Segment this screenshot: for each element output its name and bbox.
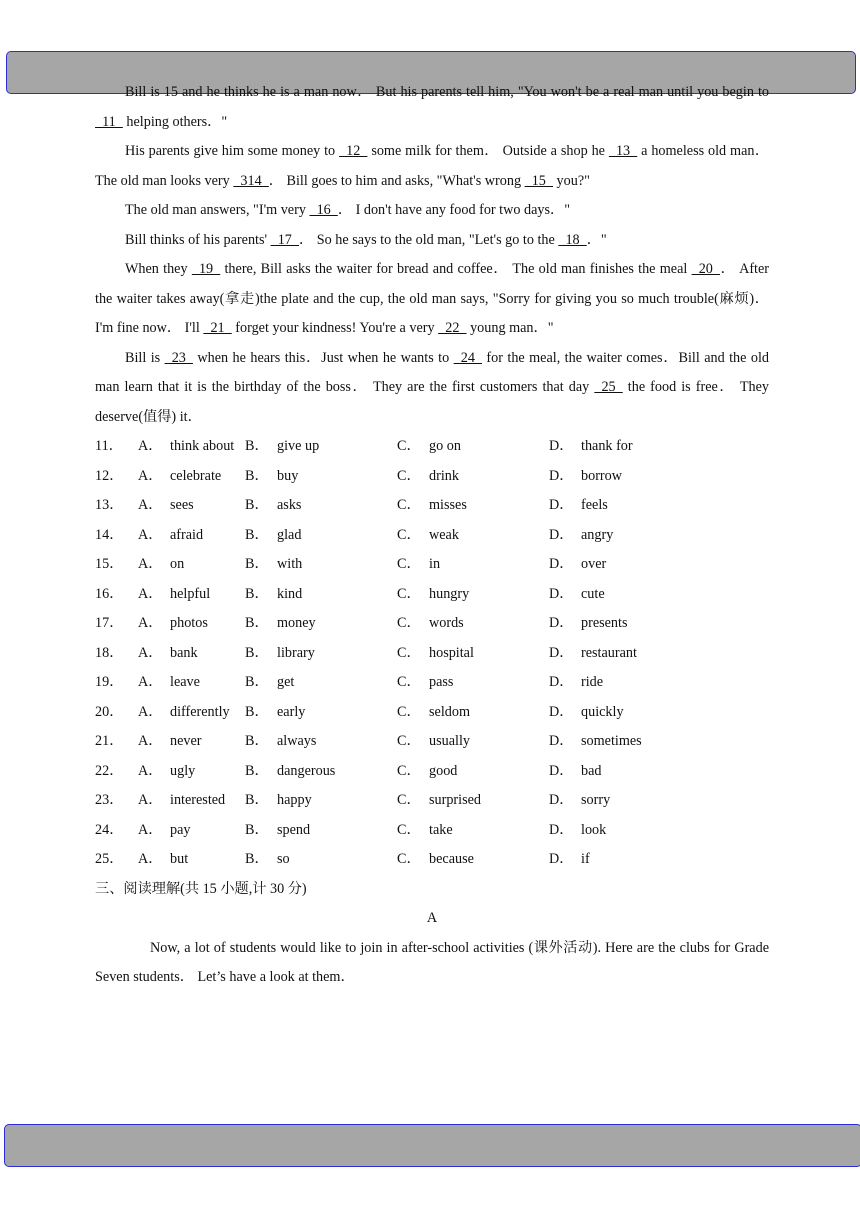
option-text: feels [581, 497, 608, 513]
option-text: helpful [170, 585, 211, 602]
option-letter: A． [138, 851, 163, 867]
option-letter: B． [245, 792, 269, 808]
question-number: 13． [95, 497, 124, 513]
option-a[interactable] [138, 757, 245, 787]
option-d[interactable] [549, 727, 689, 757]
option-c[interactable] [397, 698, 549, 728]
option-c[interactable] [397, 639, 549, 669]
option-d[interactable] [549, 845, 689, 875]
answer-blank[interactable]: 16 [309, 202, 338, 218]
option-text: always [277, 733, 317, 749]
option-text: so [277, 851, 290, 867]
option-letter: A． [138, 526, 163, 543]
option-letter: D． [549, 762, 574, 779]
option-text: photos [170, 615, 208, 631]
passage-text: ． So he says to the old man, "Let's go to the [298, 231, 559, 248]
option-b[interactable] [245, 698, 397, 728]
option-letter: C． [397, 762, 421, 779]
question-options-row [95, 786, 769, 816]
passage-intro: Now, a lot of students would like to join in after-school activities (课外活动). Here are the clubs for Grade Seven students． Let’s have a look at them． [95, 939, 769, 985]
question-number: 11． [95, 438, 123, 454]
options-list [95, 432, 769, 875]
option-text: if [581, 851, 590, 867]
option-letter: D． [549, 497, 574, 513]
option-a[interactable] [138, 698, 245, 728]
question-number: 18． [95, 644, 124, 661]
option-b[interactable] [245, 609, 397, 639]
option-letter: D． [549, 615, 574, 631]
option-b[interactable] [245, 845, 397, 875]
option-a[interactable] [138, 491, 245, 521]
option-letter: A． [138, 556, 163, 572]
option-letter: B． [245, 526, 269, 543]
option-c[interactable] [397, 521, 549, 551]
option-letter: D． [549, 674, 574, 690]
question-options-row [95, 491, 769, 521]
option-letter: D． [549, 467, 574, 484]
passage-text: forget your kindness! You're a very [231, 320, 439, 336]
answer-blank[interactable]: 18 [558, 231, 587, 248]
question-number: 15． [95, 556, 124, 572]
option-letter: C． [397, 497, 421, 513]
option-text: good [429, 762, 458, 779]
passage-text: ． Bill goes to him and asks, "What's wrong [268, 172, 525, 189]
option-text: give up [277, 438, 320, 454]
option-c[interactable] [397, 816, 549, 846]
option-text: ride [581, 674, 604, 690]
answer-blank[interactable]: 17 [270, 231, 299, 248]
option-text: look [581, 821, 607, 838]
answer-blank[interactable]: 19 [191, 261, 221, 277]
option-text: buy [277, 467, 299, 484]
option-text: thank for [581, 438, 633, 454]
option-letter: C． [397, 792, 421, 808]
passage-text: the food is free． They deserve(值得) it． [95, 379, 769, 425]
option-letter: D． [549, 644, 574, 661]
option-b[interactable] [245, 816, 397, 846]
option-text: drink [429, 467, 459, 484]
option-text: hospital [429, 644, 474, 661]
option-a[interactable] [138, 609, 245, 639]
answer-blank[interactable]: 314 [233, 172, 269, 189]
option-letter: C． [397, 733, 421, 749]
question-options-row [95, 550, 769, 580]
option-a[interactable] [138, 639, 245, 669]
option-text: words [429, 615, 464, 631]
question-number: 14． [95, 526, 124, 543]
answer-blank[interactable]: 11 [95, 113, 123, 130]
answer-blank[interactable]: 12 [339, 143, 368, 159]
option-text: sometimes [581, 733, 642, 749]
option-letter: D． [549, 556, 574, 572]
passage-text: Bill thinks of his parents' [125, 231, 271, 248]
question-options-row [95, 462, 769, 492]
document-body [95, 78, 769, 993]
option-text: with [277, 556, 303, 572]
option-letter: A． [138, 762, 163, 779]
option-letter: C． [397, 821, 421, 838]
question-number: 17． [95, 615, 124, 631]
passage-text: young man．" [466, 320, 554, 336]
option-text: never [170, 733, 202, 749]
option-letter: B． [245, 703, 269, 720]
option-text: money [277, 615, 316, 631]
option-d[interactable] [549, 639, 689, 669]
question-number: 20． [95, 703, 124, 720]
passage-text: when he hears this．Just when he wants to [192, 349, 454, 366]
option-letter: A． [138, 674, 163, 690]
option-letter: D． [549, 526, 574, 543]
passage-text: you?" [552, 172, 590, 189]
option-letter: C． [397, 674, 421, 690]
option-c[interactable] [397, 668, 549, 698]
option-d[interactable] [549, 816, 689, 846]
option-d[interactable] [549, 580, 689, 610]
option-text: pay [170, 821, 191, 838]
question-options-row [95, 845, 769, 875]
option-a[interactable] [138, 816, 245, 846]
option-text: go on [429, 438, 461, 454]
option-d[interactable] [549, 757, 689, 787]
option-letter: A． [138, 792, 163, 808]
option-letter: D． [549, 733, 574, 749]
option-letter: B． [245, 821, 269, 838]
option-c[interactable] [397, 432, 549, 462]
option-a[interactable] [138, 668, 245, 698]
option-c[interactable] [397, 845, 549, 875]
cloze-paragraph [95, 78, 769, 137]
option-letter: B． [245, 556, 269, 572]
option-text: misses [429, 497, 467, 513]
option-letter: A． [138, 615, 163, 631]
passage-text: for the meal, the waiter comes．Bill and the old man learn that it is the birthday of the boss． They are the first customers that day [95, 349, 769, 395]
option-letter: C． [397, 526, 421, 543]
question-options-row [95, 757, 769, 787]
option-text: early [277, 703, 306, 720]
option-letter: C． [397, 438, 421, 454]
option-text: hungry [429, 585, 470, 602]
passage-text: helping others．" [122, 113, 228, 130]
question-options-row [95, 521, 769, 551]
option-text: because [429, 851, 474, 867]
answer-blank[interactable]: 23 [164, 349, 193, 366]
question-options-row [95, 609, 769, 639]
option-text: dangerous [277, 762, 336, 779]
option-letter: B． [245, 497, 269, 513]
passage-text: Bill is 15 and he thinks he is a man now． But his parents tell him, "You won't be a real man until you begin to [125, 84, 769, 100]
option-letter: C． [397, 585, 421, 602]
question-number: 16． [95, 585, 124, 602]
option-c[interactable] [397, 757, 549, 787]
answer-blank[interactable]: 15 [524, 172, 553, 189]
option-letter: C． [397, 467, 421, 484]
option-b[interactable] [245, 757, 397, 787]
option-a[interactable] [138, 727, 245, 757]
option-c[interactable] [397, 609, 549, 639]
option-text: in [429, 556, 441, 572]
option-b[interactable] [245, 491, 397, 521]
option-b[interactable] [245, 639, 397, 669]
option-a[interactable] [138, 462, 245, 492]
option-text: usually [429, 733, 470, 749]
option-letter: D． [549, 821, 574, 838]
option-letter: C． [397, 644, 421, 661]
passage-text: The old man answers, "I'm very [125, 202, 310, 218]
option-letter: B． [245, 438, 269, 454]
option-text: interested [170, 792, 226, 808]
option-c[interactable] [397, 550, 549, 580]
option-text: kind [277, 585, 303, 602]
option-text: afraid [170, 526, 204, 543]
option-c[interactable] [397, 491, 549, 521]
cloze-paragraph [95, 344, 769, 433]
option-text: seldom [429, 703, 470, 720]
cloze-paragraph [95, 137, 769, 196]
option-a[interactable] [138, 521, 245, 551]
passage-text: ．" [586, 231, 607, 248]
option-text: differently [170, 703, 230, 720]
option-c[interactable] [397, 727, 549, 757]
option-letter: A． [138, 733, 163, 749]
question-options-row [95, 668, 769, 698]
option-letter: C． [397, 556, 421, 572]
option-d[interactable] [549, 432, 689, 462]
question-options-row [95, 816, 769, 846]
section-title: 三、阅读理解(共 15 小题,计 30 分) [95, 880, 307, 897]
option-text: take [429, 821, 453, 838]
option-text: asks [277, 497, 302, 513]
option-letter: B． [245, 585, 269, 602]
option-letter: D． [549, 585, 574, 602]
footer-bar [4, 1124, 860, 1167]
option-letter: C． [397, 615, 421, 631]
option-letter: A． [138, 821, 163, 838]
cloze-paragraph [95, 226, 769, 256]
option-text: sees [170, 497, 194, 513]
passage-text: a homeless old man． The old man looks very [95, 143, 770, 189]
option-text: pass [429, 674, 454, 690]
option-text: get [277, 674, 295, 690]
option-b[interactable] [245, 580, 397, 610]
passage-text: His parents give him some money to [125, 143, 340, 159]
option-text: leave [170, 674, 200, 690]
option-letter: B． [245, 615, 269, 631]
cloze-passage [95, 78, 769, 432]
option-c[interactable] [397, 580, 549, 610]
question-options-row [95, 639, 769, 669]
question-number: 23． [95, 792, 124, 808]
answer-blank[interactable]: 21 [203, 320, 232, 336]
option-letter: D． [549, 703, 574, 720]
option-letter: A． [138, 497, 163, 513]
answer-blank[interactable]: 22 [438, 320, 467, 336]
passage-text: Bill is [125, 349, 165, 366]
option-text: over [581, 556, 607, 572]
option-a[interactable] [138, 786, 245, 816]
question-number: 21． [95, 733, 124, 749]
passage-text: When they [125, 261, 192, 277]
option-text: happy [277, 792, 312, 808]
option-text: bank [170, 644, 198, 661]
passage-label: A [426, 910, 438, 926]
option-letter: C． [397, 703, 421, 720]
option-text: sorry [581, 792, 611, 808]
answer-blank[interactable]: 13 [608, 143, 638, 159]
option-b[interactable] [245, 521, 397, 551]
option-letter: A． [138, 438, 163, 454]
question-options-row [95, 580, 769, 610]
passage-text: ． I don't have any food for two days．" [337, 202, 570, 218]
passage-text: ． After the waiter takes away(拿走)the plate and the cup, the old man says, "Sorry for giving you so much trouble(麻烦)． I'm fine now． I'll [95, 261, 770, 336]
option-letter: B． [245, 644, 269, 661]
option-text: celebrate [170, 467, 222, 484]
question-number: 22． [95, 762, 124, 779]
answer-blank[interactable]: 25 [594, 379, 623, 395]
cloze-paragraph [95, 255, 769, 344]
option-letter: D． [549, 438, 574, 454]
option-letter: B． [245, 851, 269, 867]
option-c[interactable] [397, 786, 549, 816]
option-c[interactable] [397, 462, 549, 492]
option-letter: A． [138, 585, 163, 602]
option-b[interactable] [245, 727, 397, 757]
option-d[interactable] [549, 609, 689, 639]
option-text: borrow [581, 467, 622, 484]
option-letter: D． [549, 792, 574, 808]
option-text: library [277, 644, 315, 661]
option-text: cute [581, 585, 605, 602]
option-letter: B． [245, 467, 269, 484]
option-text: restaurant [581, 644, 637, 661]
option-letter: A． [138, 703, 163, 720]
option-letter: B． [245, 762, 269, 779]
option-text: think about [170, 438, 235, 454]
option-a[interactable] [138, 580, 245, 610]
option-text: bad [581, 762, 602, 779]
option-text: spend [277, 821, 311, 838]
option-b[interactable] [245, 462, 397, 492]
question-number: 25． [95, 851, 124, 867]
question-number: 12． [95, 467, 124, 484]
option-d[interactable] [549, 521, 689, 551]
option-letter: B． [245, 674, 269, 690]
option-letter: A． [138, 644, 163, 661]
option-d[interactable] [549, 550, 689, 580]
option-d[interactable] [549, 668, 689, 698]
answer-blank[interactable]: 20 [691, 261, 720, 277]
option-b[interactable] [245, 786, 397, 816]
option-letter: C． [397, 851, 421, 867]
option-text: surprised [429, 792, 482, 808]
question-number: 24． [95, 821, 124, 838]
option-b[interactable] [245, 668, 397, 698]
answer-blank[interactable]: 24 [453, 349, 482, 366]
cloze-paragraph [95, 196, 769, 226]
option-text: glad [277, 526, 302, 543]
passage-text: some milk for them． Outside a shop he [367, 143, 609, 159]
question-options-row [95, 432, 769, 462]
option-letter: D． [549, 851, 574, 867]
option-letter: A． [138, 467, 163, 484]
option-text: angry [581, 526, 614, 543]
option-b[interactable] [245, 550, 397, 580]
option-d[interactable] [549, 462, 689, 492]
option-d[interactable] [549, 786, 689, 816]
option-text: but [170, 851, 189, 867]
option-a[interactable] [138, 550, 245, 580]
option-a[interactable] [138, 845, 245, 875]
passage-text: there, Bill asks the waiter for bread and coffee． The old man finishes the meal [220, 261, 692, 277]
option-d[interactable] [549, 491, 689, 521]
question-options-row [95, 727, 769, 757]
option-a[interactable] [138, 432, 245, 462]
option-text: weak [429, 526, 459, 543]
question-number: 19． [95, 674, 124, 690]
option-text: ugly [170, 762, 196, 779]
option-text: quickly [581, 703, 624, 720]
option-text: presents [581, 615, 628, 631]
question-options-row [95, 698, 769, 728]
option-letter: B． [245, 733, 269, 749]
option-b[interactable] [245, 432, 397, 462]
option-text: on [170, 556, 185, 572]
option-d[interactable] [549, 698, 689, 728]
